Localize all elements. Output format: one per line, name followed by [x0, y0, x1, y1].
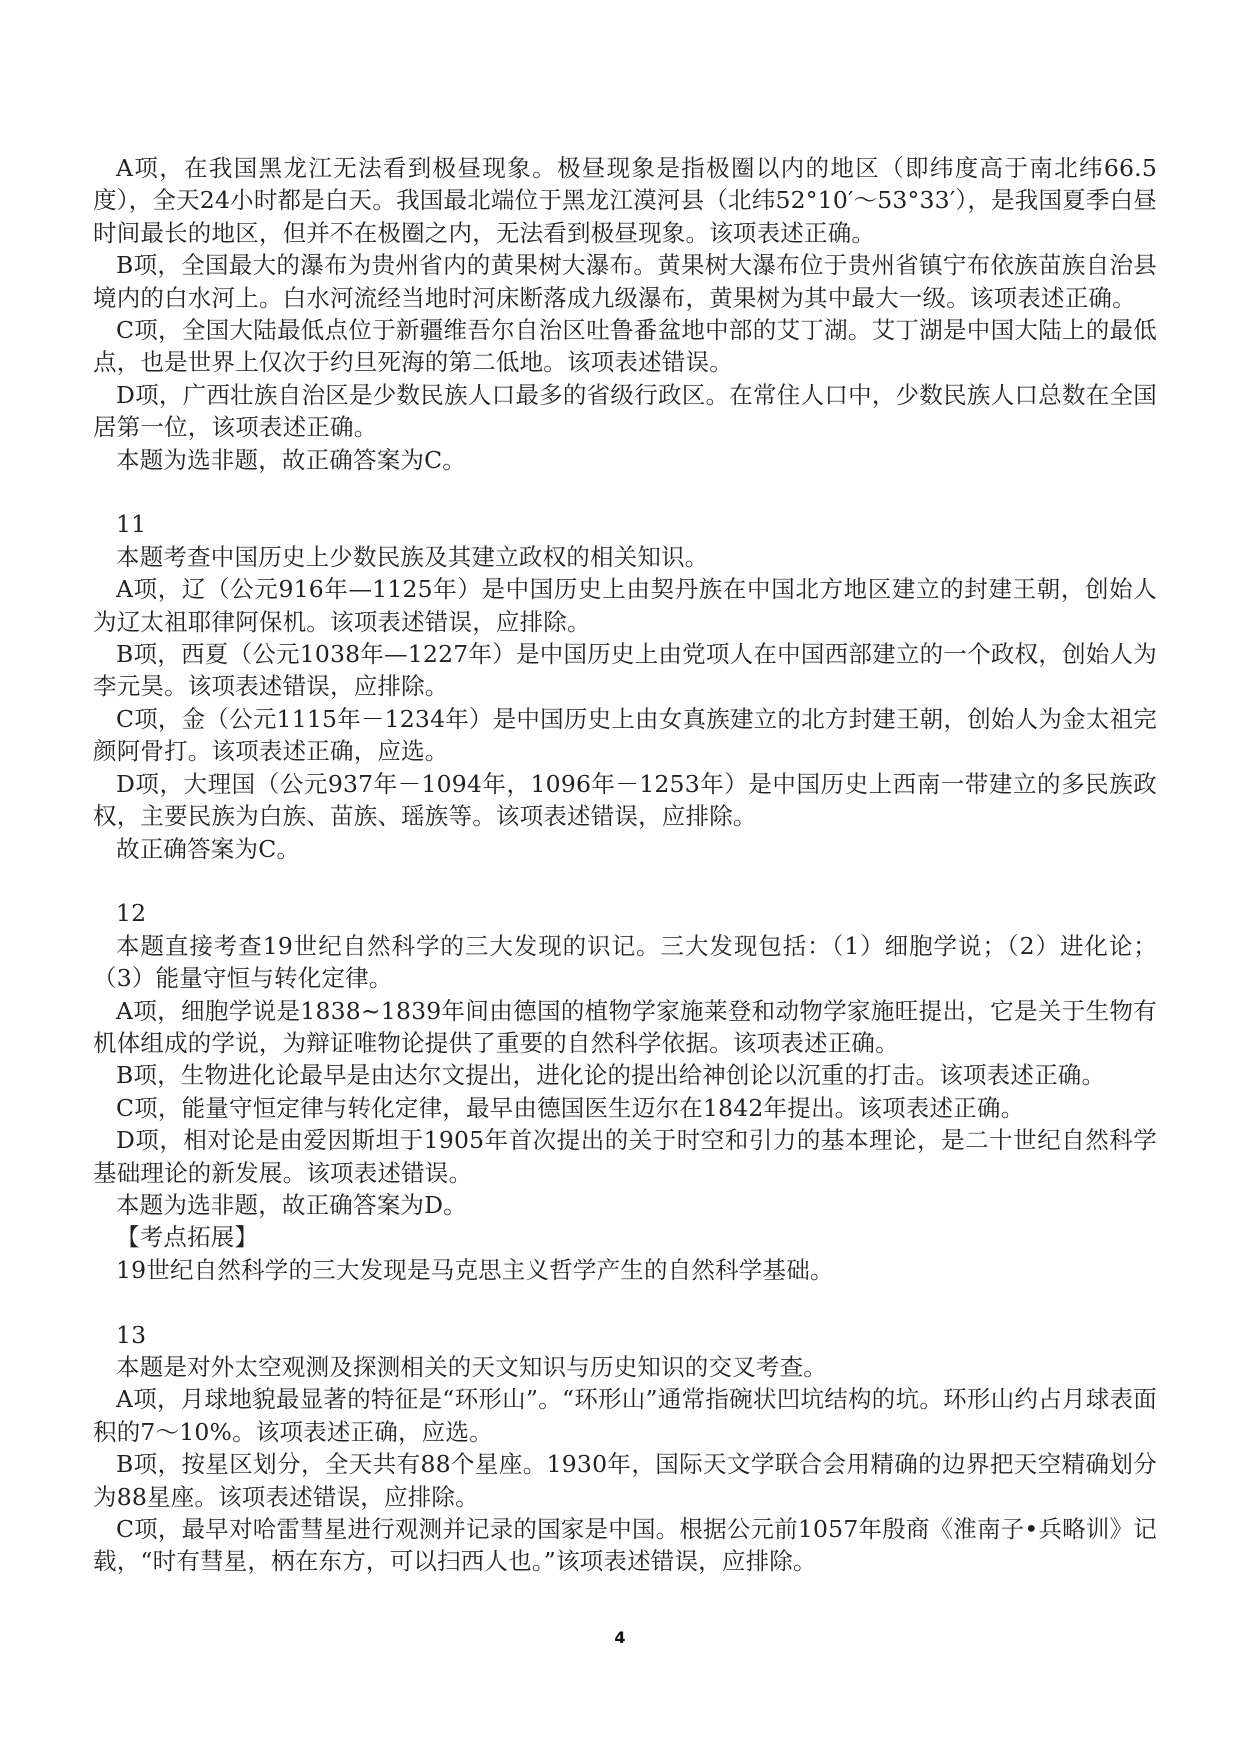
document-body [93, 152, 1157, 1578]
paragraph: 本题直接考查19世纪自然科学的三大发现的识记。三大发现包括：（1）细胞学说；（2）进化论；（3）能量守恒与转化定律。 [93, 931, 1157, 993]
answer-section [93, 1319, 1157, 1578]
paragraph: 12 [116, 899, 147, 928]
paragraph: B项，生物进化论最早是由达尔文提出，进化论的提出给神创论以沉重的打击。该项表述正确。 [116, 1061, 1106, 1090]
paragraph: C项，能量守恒定律与转化定律，最早由德国医生迈尔在1842年提出。该项表述正确。 [116, 1093, 1025, 1122]
answer-section [93, 508, 1157, 864]
paragraph: 本题是对外太空观测及探测相关的天文知识与历史知识的交叉考查。 [116, 1352, 827, 1381]
paragraph: 本题为选非题，故正确答案为D。 [116, 1190, 467, 1219]
paragraph: 11 [116, 510, 147, 539]
paragraph: D项，大理国（公元937年－1094年，1096年－1253年）是中国历史上西南一带建立的多民族政权，主要民族为白族、苗族、瑶族等。该项表述错误，应排除。 [93, 769, 1157, 831]
paragraph: C项，全国大陆最低点位于新疆维吾尔自治区吐鲁番盆地中部的艾丁湖。艾丁湖是中国大陆上的最低点，也是世界上仅次于约旦死海的第二低地。该项表述错误。 [93, 316, 1157, 377]
paragraph: C项，最早对哈雷彗星进行观测并记录的国家是中国。根据公元前1057年殷商《淮南子•兵略训》记载，“时有彗星，柄在东方，可以扫西人也。”该项表述错误，应排除。 [93, 1515, 1157, 1576]
paragraph: 【考点拓展】 [116, 1223, 259, 1252]
paragraph: 故正确答案为C。 [116, 834, 301, 863]
paragraph: A项，辽（公元916年—1125年）是中国历史上由契丹族在中国北方地区建立的封建王朝，创始人为辽太祖耶律阿保机。该项表述错误，应排除。 [93, 575, 1157, 636]
paragraph: B项，全国最大的瀑布为贵州省内的黄果树大瀑布。黄果树大瀑布位于贵州省镇宁布依族苗族自治县境内的白水河上。白水河流经当地时河床断落成九级瀑布，黄果树为其中最大一级。该项表述正确。 [93, 251, 1157, 312]
paragraph: 本题为选非题，故正确答案为C。 [116, 445, 466, 474]
paragraph: A项，细胞学说是1838~1839年间由德国的植物学家施莱登和动物学家施旺提出，它是关于生物有机体组成的学说，为辩证唯物论提供了重要的自然科学依据。该项表述正确。 [93, 996, 1157, 1057]
paragraph: D项，相对论是由爱因斯坦于1905年首次提出的关于时空和引力的基本理论，是二十世纪自然科学基础理论的新发展。该项表述错误。 [93, 1126, 1157, 1187]
answer-section [93, 152, 1157, 476]
paragraph: 13 [116, 1320, 147, 1349]
page-number: 4 [614, 1628, 626, 1647]
paragraph: D项，广西壮族自治区是少数民族人口最多的省级行政区。在常住人口中，少数民族人口总数在全国居第一位，该项表述正确。 [93, 380, 1157, 442]
answer-section [93, 897, 1157, 1286]
paragraph: B项，按星区划分，全天共有88个星座。1930年，国际天文学联合会用精确的边界把天空精确划分为88星座。该项表述错误，应排除。 [93, 1450, 1157, 1511]
paragraph: C项，金（公元1115年－1234年）是中国历史上由女真族建立的北方封建王朝，创始人为金太祖完颜阿骨打。该项表述正确，应选。 [93, 704, 1157, 766]
paragraph: 本题考查中国历史上少数民族及其建立政权的相关知识。 [116, 542, 709, 571]
paragraph: B项，西夏（公元1038年—1227年）是中国历史上由党项人在中国西部建立的一个政权，创始人为李元昊。该项表述错误，应排除。 [93, 640, 1157, 701]
paragraph: A项，月球地貌最显著的特征是“环形山”。“环形山”通常指碗状凹坑结构的坑。环形山约占月球表面积的7～10%。该项表述正确，应选。 [93, 1385, 1157, 1446]
paragraph: A项，在我国黑龙江无法看到极昼现象。极昼现象是指极圈以内的地区（即纬度高于南北纬66.5度），全天24小时都是白天。我国最北端位于黑龙江漠河县（北纬52°10′～53°33′），是我国夏季白昼时间最长的地区，但并不在极圈之内，无法看到极昼现象。该项表述正确。 [93, 154, 1157, 247]
paragraph: 19世纪自然科学的三大发现是马克思主义哲学产生的自然科学基础。 [116, 1255, 834, 1284]
